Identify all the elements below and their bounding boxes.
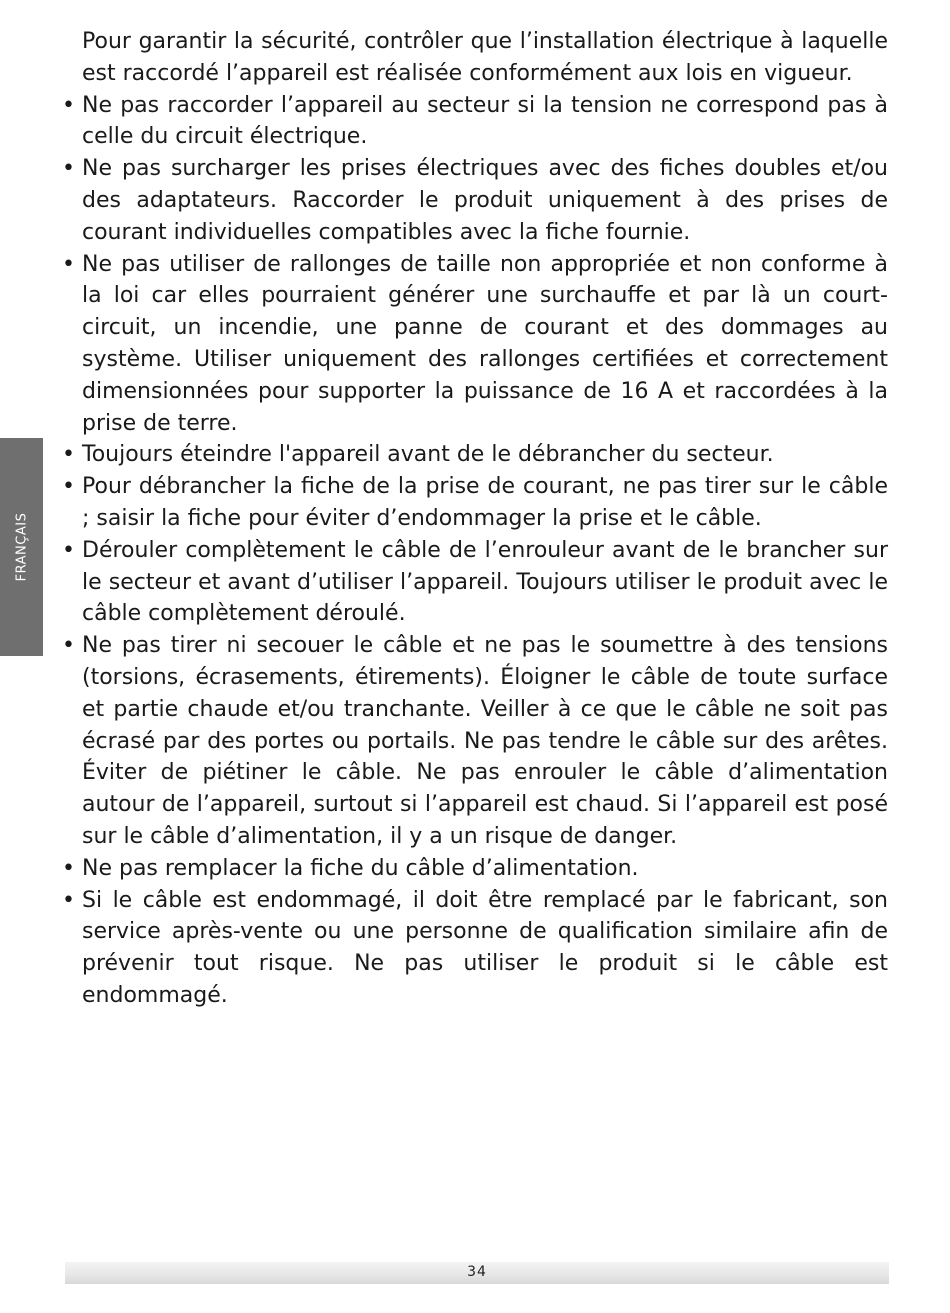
bullet-icon: • xyxy=(62,474,75,500)
language-tab-label: FRANÇAIS xyxy=(14,512,29,582)
bullet-icon: • xyxy=(62,537,75,563)
bullet-icon: • xyxy=(62,251,75,277)
list-item xyxy=(62,90,888,154)
bullet-icon: • xyxy=(62,633,75,659)
language-side-tab xyxy=(0,438,43,656)
list-item-text: Ne pas raccorder l’appareil au secteur si la tension ne correspond pas à celle du circuit électrique. xyxy=(82,92,888,150)
bullet-icon: • xyxy=(62,887,75,913)
list-item-text: Si le câble est endommagé, il doit être remplacé par le fabricant, son service après-vente ou une personne de qualification similaire afin de prévenir tout risque. Ne pas utiliser le produit si le câble est endommagé. xyxy=(82,887,888,1008)
list-item-text: Ne pas tirer ni secouer le câble et ne pas le soumettre à des tensions (torsions, écrasements, étirements). Éloigner le câble de toute surface et partie chaude et/ou tranchante. Veiller à ce que le câble ne soit pas écrasé par des portes ou portails. Ne pas tendre le câble sur des arêtes. Éviter de piétiner le câble. Ne pas enrouler le câble d’alimentation autour de l’appareil, surtout si l’appareil est chaud. Si l’appareil est posé sur le câble d’alimentation, il y a un risque de danger. xyxy=(82,633,888,849)
list-item xyxy=(62,153,888,248)
list-item-text: Ne pas remplacer la fiche du câble d’alimentation. xyxy=(82,855,639,881)
bullet-icon: • xyxy=(62,92,75,118)
list-item-text: Ne pas utiliser de rallonges de taille non appropriée et non conforme à la loi car elles pourraient générer une surchauffe et par là un court-circuit, un incendie, une panne de courant et des dommages au système. Utiliser uniquement des rallonges certifiées et correctement dimensionnées pour supporter la puissance de 16 A et raccordées à la prise de terre. xyxy=(82,251,888,436)
page-number: 34 xyxy=(467,1264,487,1280)
list-item xyxy=(62,885,888,1012)
list-item-text: Ne pas surcharger les prises électriques avec des fiches doubles et/ou des adaptateurs. Raccorder le produit uniquement à des prises de courant individuelles compatibles avec la fiche fournie. xyxy=(82,156,888,245)
footer-bar xyxy=(65,1262,889,1284)
list-item xyxy=(62,535,888,630)
bullet-icon: • xyxy=(62,855,75,881)
list-item-text: Pour débrancher la fiche de la prise de courant, ne pas tirer sur le câble ; saisir la fiche pour éviter d’endommager la prise et le câble. xyxy=(82,474,888,531)
list-item xyxy=(62,853,888,885)
list-item xyxy=(62,439,888,471)
list-item-text: Toujours éteindre l'appareil avant de le débrancher du secteur. xyxy=(82,442,774,468)
list-item xyxy=(62,630,888,853)
page-content xyxy=(62,26,888,1012)
list-item xyxy=(62,471,888,535)
bullet-icon: • xyxy=(62,442,75,468)
bullet-icon: • xyxy=(62,156,75,182)
intro-paragraph: Pour garantir la sécurité, contrôler que l’installation électrique à laquelle est raccordé l’appareil est réalisée conformément aux lois en vigueur. xyxy=(82,29,888,86)
list-item xyxy=(62,249,888,440)
list-item-text: Dérouler complètement le câble de l’enrouleur avant de le brancher sur le secteur et avant d’utiliser l’appareil. Toujours utiliser le produit avec le câble complètement déroulé. xyxy=(82,537,888,627)
